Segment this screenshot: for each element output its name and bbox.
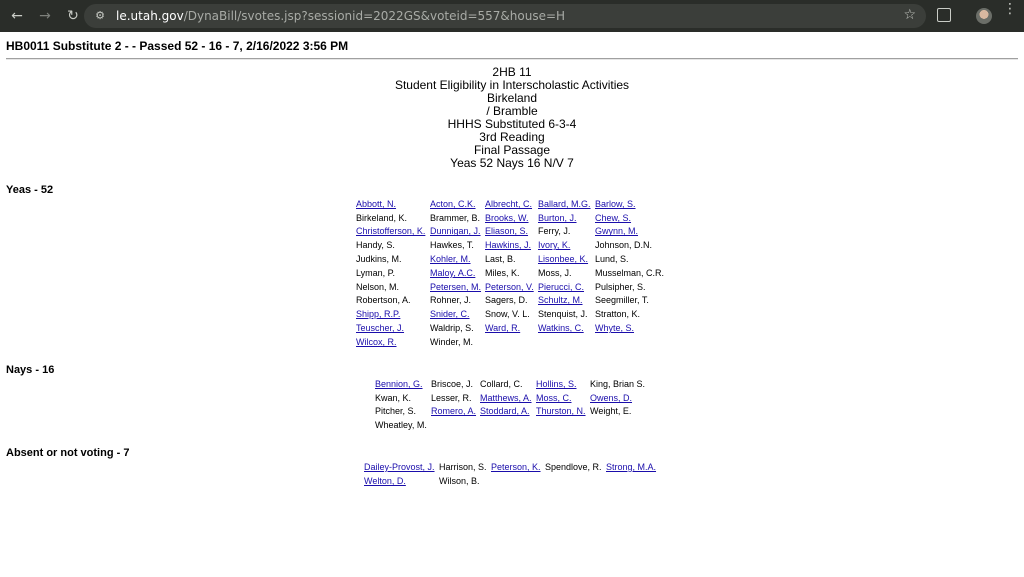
legislator-link[interactable]: Welton, D.: [364, 475, 406, 486]
yeas-cell: [485, 321, 538, 335]
nays-cell: [590, 377, 647, 391]
legislator-name: Harrison, S.: [439, 461, 487, 472]
bill-substitution: HHHS Substituted 6-3-4: [447, 117, 577, 131]
legislator-name: Wilson, B.: [439, 475, 480, 486]
bookmark-star-icon[interactable]: ☆: [903, 7, 916, 23]
vote-totals: Yeas 52 Nays 16 N/V 7: [450, 156, 574, 170]
legislator-link[interactable]: Ward, R.: [485, 323, 521, 334]
legislator-link[interactable]: Brooks, W.: [485, 212, 529, 223]
yeas-cell: [356, 335, 430, 349]
legislator-name: Rohner, J.: [430, 295, 472, 306]
yeas-cell: [538, 225, 595, 239]
legislator-link[interactable]: Whyte, S.: [595, 323, 635, 334]
legislator-link[interactable]: Lisonbee, K.: [538, 254, 589, 265]
yeas-cell: [356, 197, 430, 211]
forward-arrow-icon[interactable]: →: [39, 8, 51, 24]
absent-cell: [606, 460, 658, 474]
legislator-name: Lund, S.: [595, 254, 629, 265]
yeas-cell: [430, 294, 485, 308]
legislator-link[interactable]: Owens, D.: [590, 392, 633, 403]
legislator-link[interactable]: Chew, S.: [595, 212, 632, 223]
yeas-row: [356, 197, 666, 211]
legislator-link[interactable]: Hollins, S.: [536, 378, 577, 389]
legislator-link[interactable]: Abbott, N.: [356, 198, 397, 209]
absent-row: [364, 474, 658, 488]
legislator-link[interactable]: Barlow, S.: [595, 198, 636, 209]
legislator-link[interactable]: Petersen, M.: [430, 281, 482, 292]
yeas-cell: [485, 266, 538, 280]
yeas-cell: [485, 294, 538, 308]
yeas-cell: [538, 321, 595, 335]
yeas-row: [356, 294, 666, 308]
yeas-cell: [595, 294, 666, 308]
yeas-row: [356, 266, 666, 280]
nays-cell: [536, 377, 590, 391]
absent-heading: Absent or not voting - 7: [6, 447, 130, 459]
yeas-cell: [595, 266, 666, 280]
legislator-link[interactable]: Burton, J.: [538, 212, 577, 223]
nays-cell: [590, 391, 647, 405]
address-bar[interactable]: [84, 4, 926, 28]
nays-cell: [431, 377, 480, 391]
url-path: /DynaBill/svotes.jsp?sessionid=2022GS&voteid=557&house=H: [183, 9, 566, 23]
nays-cell: [375, 391, 431, 405]
yeas-cell: [538, 197, 595, 211]
back-arrow-icon[interactable]: ←: [11, 8, 23, 24]
yeas-cell: [538, 294, 595, 308]
yeas-cell: [538, 266, 595, 280]
yeas-cell: [430, 266, 485, 280]
legislator-name: Pitcher, S.: [375, 406, 417, 417]
nays-heading: Nays - 16: [6, 364, 55, 376]
legislator-name: Robertson, A.: [356, 295, 411, 306]
tab-search-icon[interactable]: [937, 8, 951, 22]
yeas-cell: [538, 252, 595, 266]
yeas-cell: [356, 321, 430, 335]
site-info-icon[interactable]: ⚙: [95, 9, 105, 22]
absent-table: [364, 460, 658, 488]
legislator-name: Briscoe, J.: [431, 378, 474, 389]
nays-row: [375, 391, 647, 405]
legislator-link[interactable]: Christofferson, K.: [356, 226, 426, 237]
yeas-cell: [485, 307, 538, 321]
horizontal-rule: [6, 58, 1018, 60]
legislator-name: Pulsipher, S.: [595, 281, 646, 292]
nays-row: [375, 418, 647, 432]
legislator-link[interactable]: Dailey-Provost, J.: [364, 461, 435, 472]
yeas-cell: [356, 307, 430, 321]
nays-cell: [480, 391, 536, 405]
legislator-link[interactable]: Pierucci, C.: [538, 281, 585, 292]
yeas-cell: [430, 335, 485, 349]
legislator-link[interactable]: Snider, C.: [430, 309, 470, 320]
yeas-cell: [595, 238, 666, 252]
legislator-name: Judkins, M.: [356, 254, 402, 265]
absent-row: [364, 460, 658, 474]
legislator-name: Waldrip, S.: [430, 323, 474, 334]
nays-cell: [375, 405, 431, 419]
yeas-cell: [485, 252, 538, 266]
nays-cell: [431, 405, 480, 419]
legislator-name: Moss, J.: [538, 267, 572, 278]
legislator-name: Johnson, D.N.: [595, 240, 653, 251]
bill-action: Final Passage: [473, 143, 551, 157]
absent-cell: [545, 460, 606, 474]
yeas-cell: [595, 197, 666, 211]
legislator-link[interactable]: Watkins, C.: [538, 323, 584, 334]
yeas-table: [356, 197, 666, 349]
yeas-cell: [356, 294, 430, 308]
yeas-cell: [356, 211, 430, 225]
yeas-cell: [430, 280, 485, 294]
legislator-link[interactable]: Albrecht, C.: [485, 198, 533, 209]
reload-icon[interactable]: ↻: [67, 8, 79, 24]
yeas-cell: [538, 280, 595, 294]
yeas-cell: [595, 225, 666, 239]
legislator-name: Handy, S.: [356, 240, 395, 251]
yeas-cell: [485, 211, 538, 225]
bill-sponsor: Birkeland: [486, 91, 538, 105]
yeas-row: [356, 321, 666, 335]
nays-row: [375, 377, 647, 391]
absent-cell: [491, 460, 545, 474]
nays-cell: [536, 391, 590, 405]
legislator-name: Nelson, M.: [356, 281, 400, 292]
nays-cell: [431, 391, 480, 405]
yeas-cell: [430, 211, 485, 225]
nays-table: [375, 377, 647, 432]
yeas-cell: [356, 225, 430, 239]
yeas-cell: [430, 197, 485, 211]
nays-cell: [480, 377, 536, 391]
legislator-name: Sagers, D.: [485, 295, 528, 306]
legislator-name: Seegmiller, T.: [595, 295, 649, 306]
bill-title: Student Eligibility in Interscholastic Activities: [394, 78, 630, 92]
legislator-link[interactable]: Gwynn, M.: [595, 226, 639, 237]
yeas-row: [356, 307, 666, 321]
yeas-cell: [430, 321, 485, 335]
yeas-row: [356, 280, 666, 294]
yeas-cell: [430, 225, 485, 239]
bill-number: 2HB 11: [492, 65, 532, 79]
yeas-cell: [485, 238, 538, 252]
legislator-link[interactable]: Kohler, M.: [430, 254, 471, 265]
bill-summary: [0, 66, 1024, 170]
absent-cell: [364, 474, 439, 488]
legislator-name: Collard, C.: [480, 378, 523, 389]
legislator-link[interactable]: Bennion, G.: [375, 378, 423, 389]
yeas-cell: [595, 211, 666, 225]
legislator-link[interactable]: Ivory, K.: [538, 240, 571, 251]
legislator-name: Kwan, K.: [375, 392, 412, 403]
legislator-name: Brammer, B.: [430, 212, 481, 223]
absent-cell: [364, 460, 439, 474]
bill-floor-sponsor: / Bramble: [486, 104, 538, 118]
yeas-cell: [538, 238, 595, 252]
yeas-cell: [485, 280, 538, 294]
nays-cell: [480, 405, 536, 419]
yeas-cell: [430, 307, 485, 321]
legislator-name: Ferry, J.: [538, 226, 571, 237]
nays-cell: [536, 405, 590, 419]
nays-cell: [375, 377, 431, 391]
legislator-name: Last, B.: [485, 254, 516, 265]
yeas-row: [356, 211, 666, 225]
url-host: le.utah.gov: [116, 9, 184, 23]
yeas-row: [356, 238, 666, 252]
nays-cell: [590, 405, 647, 419]
legislator-link[interactable]: Stoddard, A.: [480, 406, 530, 417]
legislator-name: Musselman, C.R.: [595, 267, 665, 278]
legislator-link[interactable]: Strong, M.A.: [606, 461, 657, 472]
legislator-link[interactable]: Eliason, S.: [485, 226, 529, 237]
legislator-link[interactable]: Shipp, R.P.: [356, 309, 401, 320]
legislator-name: Stratton, K.: [595, 309, 641, 320]
legislator-name: Hawkes, T.: [430, 240, 474, 251]
absent-cell: [439, 460, 491, 474]
nays-row: [375, 405, 647, 419]
legislator-link[interactable]: Thurston, N.: [536, 406, 586, 417]
legislator-link[interactable]: Matthews, A.: [480, 392, 532, 403]
legislator-name: Snow, V. L.: [485, 309, 530, 320]
yeas-cell: [356, 238, 430, 252]
legislator-name: Lesser, R.: [431, 392, 472, 403]
yeas-cell: [430, 238, 485, 252]
yeas-cell: [485, 197, 538, 211]
legislator-link[interactable]: Dunnigan, J.: [430, 226, 481, 237]
yeas-cell: [356, 280, 430, 294]
yeas-cell: [430, 252, 485, 266]
legislator-link[interactable]: Romero, A.: [431, 406, 477, 417]
legislator-name: Lyman, P.: [356, 267, 396, 278]
page-title: HB0011 Substitute 2 - - Passed 52 - 16 - 7, 2/16/2022 3:56 PM: [6, 39, 349, 53]
yeas-cell: [595, 307, 666, 321]
legislator-link[interactable]: Wilcox, R.: [356, 336, 397, 347]
yeas-row: [356, 225, 666, 239]
legislator-link[interactable]: Hawkins, J.: [485, 240, 532, 251]
legislator-link[interactable]: Schultz, M.: [538, 295, 583, 306]
yeas-row: [356, 335, 666, 349]
yeas-cell: [595, 280, 666, 294]
legislator-name: Spendlove, R.: [545, 461, 602, 472]
yeas-cell: [356, 266, 430, 280]
yeas-row: [356, 252, 666, 266]
yeas-cell: [538, 307, 595, 321]
yeas-cell: [595, 252, 666, 266]
legislator-name: Wheatley, M.: [375, 420, 427, 431]
yeas-cell: [538, 211, 595, 225]
legislator-name: Weight, E.: [590, 406, 632, 417]
legislator-name: Miles, K.: [485, 267, 520, 278]
legislator-name: King, Brian S.: [590, 378, 646, 389]
yeas-cell: [356, 252, 430, 266]
yeas-cell: [485, 225, 538, 239]
legislator-link[interactable]: Maloy, A.C.: [430, 267, 476, 278]
bill-reading: 3rd Reading: [479, 130, 545, 144]
legislator-name: Stenquist, J.: [538, 309, 588, 320]
legislator-link[interactable]: Peterson, K.: [491, 461, 541, 472]
legislator-link[interactable]: Teuscher, J.: [356, 323, 405, 334]
menu-dots-icon[interactable]: ⋮: [1003, 1, 1017, 17]
legislator-name: Winder, M.: [430, 336, 474, 347]
legislator-link[interactable]: Ballard, M.G.: [538, 198, 591, 209]
legislator-link[interactable]: Peterson, V.: [485, 281, 534, 292]
yeas-heading: Yeas - 52: [6, 184, 54, 196]
browser-toolbar: [0, 0, 1024, 32]
profile-avatar[interactable]: [976, 8, 992, 24]
absent-cell: [439, 474, 491, 488]
yeas-cell: [595, 321, 666, 335]
legislator-link[interactable]: Moss, C.: [536, 392, 572, 403]
legislator-name: Birkeland, K.: [356, 212, 408, 223]
url-text[interactable]: [116, 9, 565, 23]
legislator-link[interactable]: Acton, C.K.: [430, 198, 476, 209]
nays-cell: [375, 418, 431, 432]
